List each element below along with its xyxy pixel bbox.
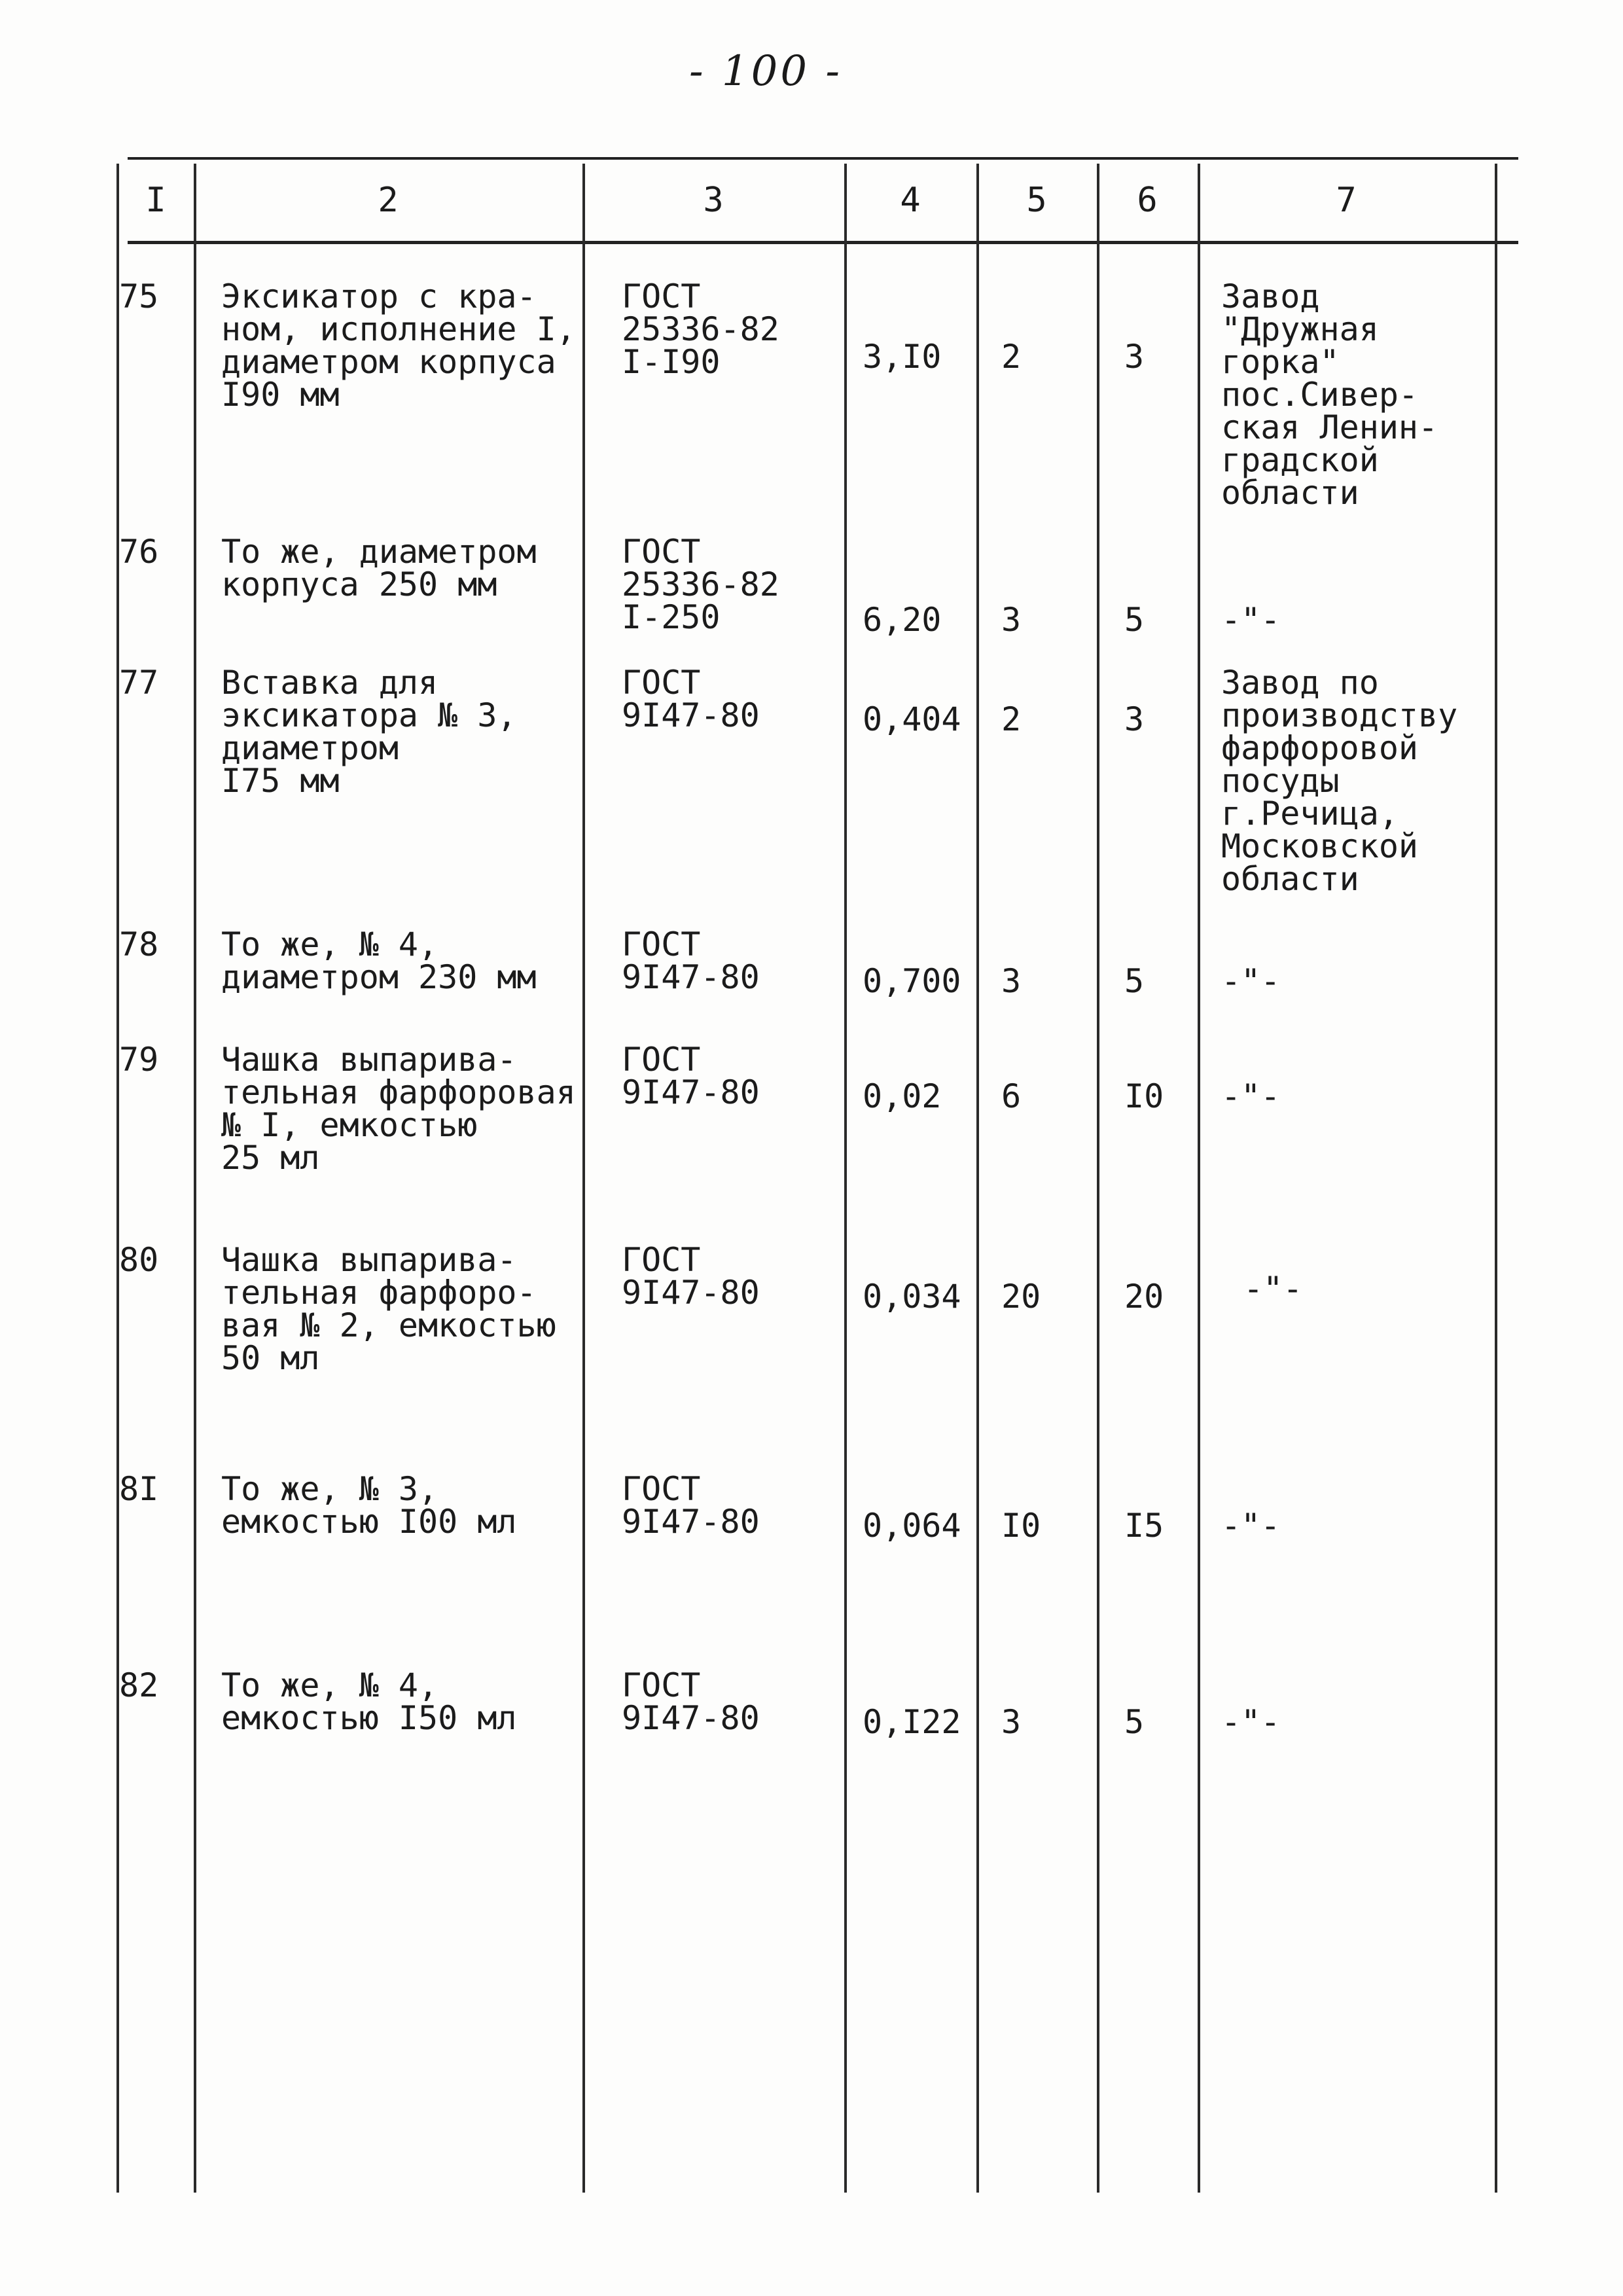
column-header-4: 4 [900, 181, 921, 220]
standard-reference: ГОСТ 9I47-80 [622, 1041, 760, 1111]
manufacturer: -"- [1221, 1507, 1281, 1545]
column-6-value: 5 [1124, 1703, 1145, 1741]
item-name: То же, № 4, диаметром 230 мм [221, 925, 537, 996]
table-top-rule [128, 157, 1518, 160]
unit-value: 3,I0 [863, 338, 942, 376]
unit-value: 0,404 [863, 700, 961, 738]
column-5-value: 3 [1001, 1703, 1022, 1741]
column-6-value: 5 [1124, 601, 1145, 639]
unit-value: 6,20 [863, 601, 942, 639]
row-number: 77 [119, 664, 159, 702]
column-divider-4 [844, 164, 847, 2193]
column-5-value: 2 [1001, 700, 1022, 738]
row-number: 76 [119, 533, 159, 571]
column-divider-6 [1097, 164, 1099, 2193]
column-divider-1 [116, 164, 119, 2193]
standard-reference: ГОСТ 9I47-80 [622, 925, 760, 996]
row-number: 78 [119, 925, 159, 963]
row-number: 79 [119, 1041, 159, 1079]
item-name: Вставка для эксикатора № 3, диаметром I75 мм [221, 664, 517, 800]
row-number: 80 [119, 1241, 159, 1279]
column-divider-2 [194, 164, 196, 2193]
manufacturer: -"- [1221, 1077, 1281, 1115]
unit-value: 0,02 [863, 1077, 942, 1115]
standard-reference: ГОСТ 25336-82 I-250 [622, 533, 779, 636]
manufacturer: -"- [1221, 1703, 1281, 1741]
column-header-6: 6 [1137, 181, 1158, 220]
standard-reference: ГОСТ 9I47-80 [622, 1241, 760, 1312]
item-name: Чашка выпарива- тельная фарфоровая № I, емкостью 25 мл [221, 1041, 576, 1177]
column-5-value: 20 [1001, 1278, 1041, 1316]
column-header-2: 2 [378, 181, 399, 220]
column-6-value: I0 [1124, 1077, 1164, 1115]
standard-reference: ГОСТ 9I47-80 [622, 1666, 760, 1737]
column-5-value: 3 [1001, 962, 1022, 1000]
manufacturer: -"- [1221, 962, 1281, 1000]
column-5-value: 3 [1001, 601, 1022, 639]
manufacturer: Завод по производству фарфоровой посуды г.Речица, Московской области [1221, 664, 1458, 898]
column-divider-7 [1198, 164, 1200, 2193]
standard-reference: ГОСТ 25336-82 I-I90 [622, 278, 779, 381]
column-header-1: I [145, 181, 166, 220]
manufacturer: -"- [1221, 601, 1281, 639]
column-header-7: 7 [1336, 181, 1357, 220]
standard-reference: ГОСТ 9I47-80 [622, 664, 760, 734]
column-divider-8 [1495, 164, 1497, 2193]
column-6-value: 5 [1124, 962, 1145, 1000]
unit-value: 0,I22 [863, 1703, 961, 1741]
manufacturer: Завод "Дружная горка" пос.Сивер- ская Ленин- градской области [1221, 278, 1438, 512]
item-name: То же, № 3, емкостью I00 мл [221, 1470, 517, 1541]
page-number: - 100 - [688, 47, 843, 96]
item-name: Эксикатор с кра- ном, исполнение I, диаметром корпуса I90 мм [221, 278, 576, 414]
header-bottom-rule [128, 241, 1518, 244]
row-number: 82 [119, 1666, 159, 1704]
column-divider-3 [582, 164, 585, 2193]
unit-value: 0,064 [863, 1507, 961, 1545]
item-name: То же, диаметром корпуса 250 мм [221, 533, 537, 603]
row-number: 75 [119, 278, 159, 315]
column-6-value: 3 [1124, 700, 1145, 738]
row-number: 8I [119, 1470, 159, 1508]
item-name: То же, № 4, емкостью I50 мл [221, 1666, 517, 1737]
column-5-value: 6 [1001, 1077, 1022, 1115]
column-6-value: I5 [1124, 1507, 1164, 1545]
unit-value: 0,034 [863, 1278, 961, 1316]
column-5-value: 2 [1001, 338, 1022, 376]
unit-value: 0,700 [863, 962, 961, 1000]
column-divider-5 [976, 164, 979, 2193]
column-6-value: 3 [1124, 338, 1145, 376]
column-6-value: 20 [1124, 1278, 1164, 1316]
column-header-3: 3 [703, 181, 724, 220]
item-name: Чашка выпарива- тельная фарфоро- вая № 2, емкостью 50 мл [221, 1241, 556, 1377]
column-header-5: 5 [1026, 181, 1047, 220]
column-5-value: I0 [1001, 1507, 1041, 1545]
manufacturer: -"- [1243, 1270, 1303, 1308]
standard-reference: ГОСТ 9I47-80 [622, 1470, 760, 1541]
